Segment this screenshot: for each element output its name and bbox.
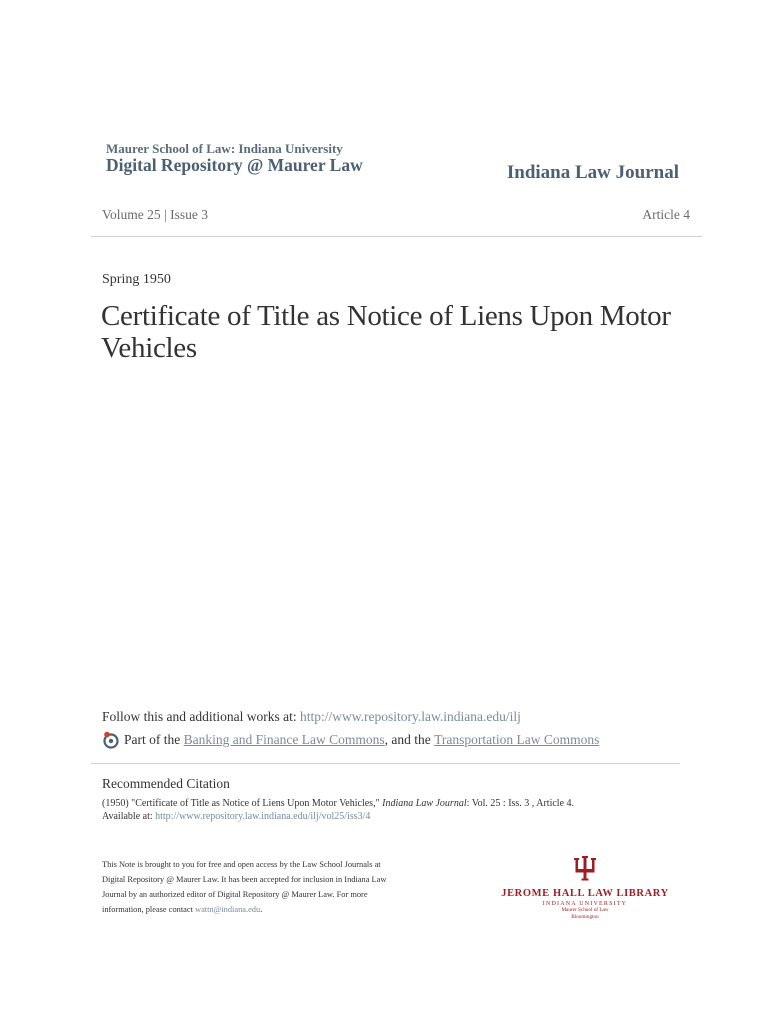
repository-name[interactable]: Digital Repository @ Maurer Law [106, 155, 363, 175]
follow-prefix: Follow this and additional works at: [102, 709, 300, 724]
citation-line-2 [102, 810, 574, 823]
publication-season: Spring 1950 [102, 272, 171, 287]
follow-line [102, 709, 521, 725]
part-of-middle: , and the [384, 732, 431, 747]
header-divider [91, 236, 702, 237]
iu-trident-icon [574, 856, 596, 882]
citation-link[interactable]: http://www.repository.law.indiana.edu/ilj/vol25/iss3/4 [155, 811, 371, 822]
library-logo[interactable] [500, 856, 670, 921]
part-of-line [102, 731, 599, 749]
note-text: This Note is brought to you for free and open access by the Law School Journals at Digital Repository @ Maurer Law. It has been accepted for inclusion in Indiana Law Journal by an authorized editor of Digital Repository @ Maurer Law. For more information, please contact [102, 860, 387, 914]
recommended-citation-label: Recommended Citation [102, 776, 230, 791]
volume-issue-row [102, 207, 690, 223]
citation-text [102, 797, 574, 823]
library-school: Maurer School of Law [561, 907, 609, 913]
citation-details: : Vol. 25 : Iss. 3 , Article 4. [466, 798, 575, 809]
open-access-note [102, 857, 402, 917]
footer-divider [91, 763, 680, 764]
volume-issue: Volume 25 | Issue 3 [102, 207, 208, 222]
article-number: Article 4 [642, 207, 690, 222]
citation-line-1 [102, 797, 574, 810]
available-prefix: Available at: [102, 811, 156, 822]
contact-email-link[interactable]: wattn@indiana.edu [195, 905, 261, 914]
library-city: Bloomington [571, 914, 599, 920]
transportation-commons-link[interactable]: Transportation Law Commons [434, 732, 600, 747]
citation-journal: Indiana Law Journal [382, 798, 467, 809]
citation-main: (1950) "Certificate of Title as Notice of Liens Upon Motor Vehicles," [102, 798, 383, 809]
article-title: Certificate of Title as Notice of Liens Upon Motor Vehicles [101, 300, 671, 364]
bepress-commons-icon [102, 731, 120, 749]
library-name: JEROME HALL LAW LIBRARY [501, 888, 669, 899]
library-university: INDIANA UNIVERSITY [542, 901, 628, 907]
part-of-prefix: Part of the [124, 732, 181, 747]
school-name: Maurer School of Law: Indiana University [106, 141, 343, 156]
follow-link[interactable]: http://www.repository.law.indiana.edu/ilj [300, 709, 521, 724]
banking-finance-commons-link[interactable]: Banking and Finance Law Commons [183, 732, 385, 747]
journal-name[interactable]: Indiana Law Journal [506, 162, 679, 183]
note-end: . [260, 905, 263, 914]
